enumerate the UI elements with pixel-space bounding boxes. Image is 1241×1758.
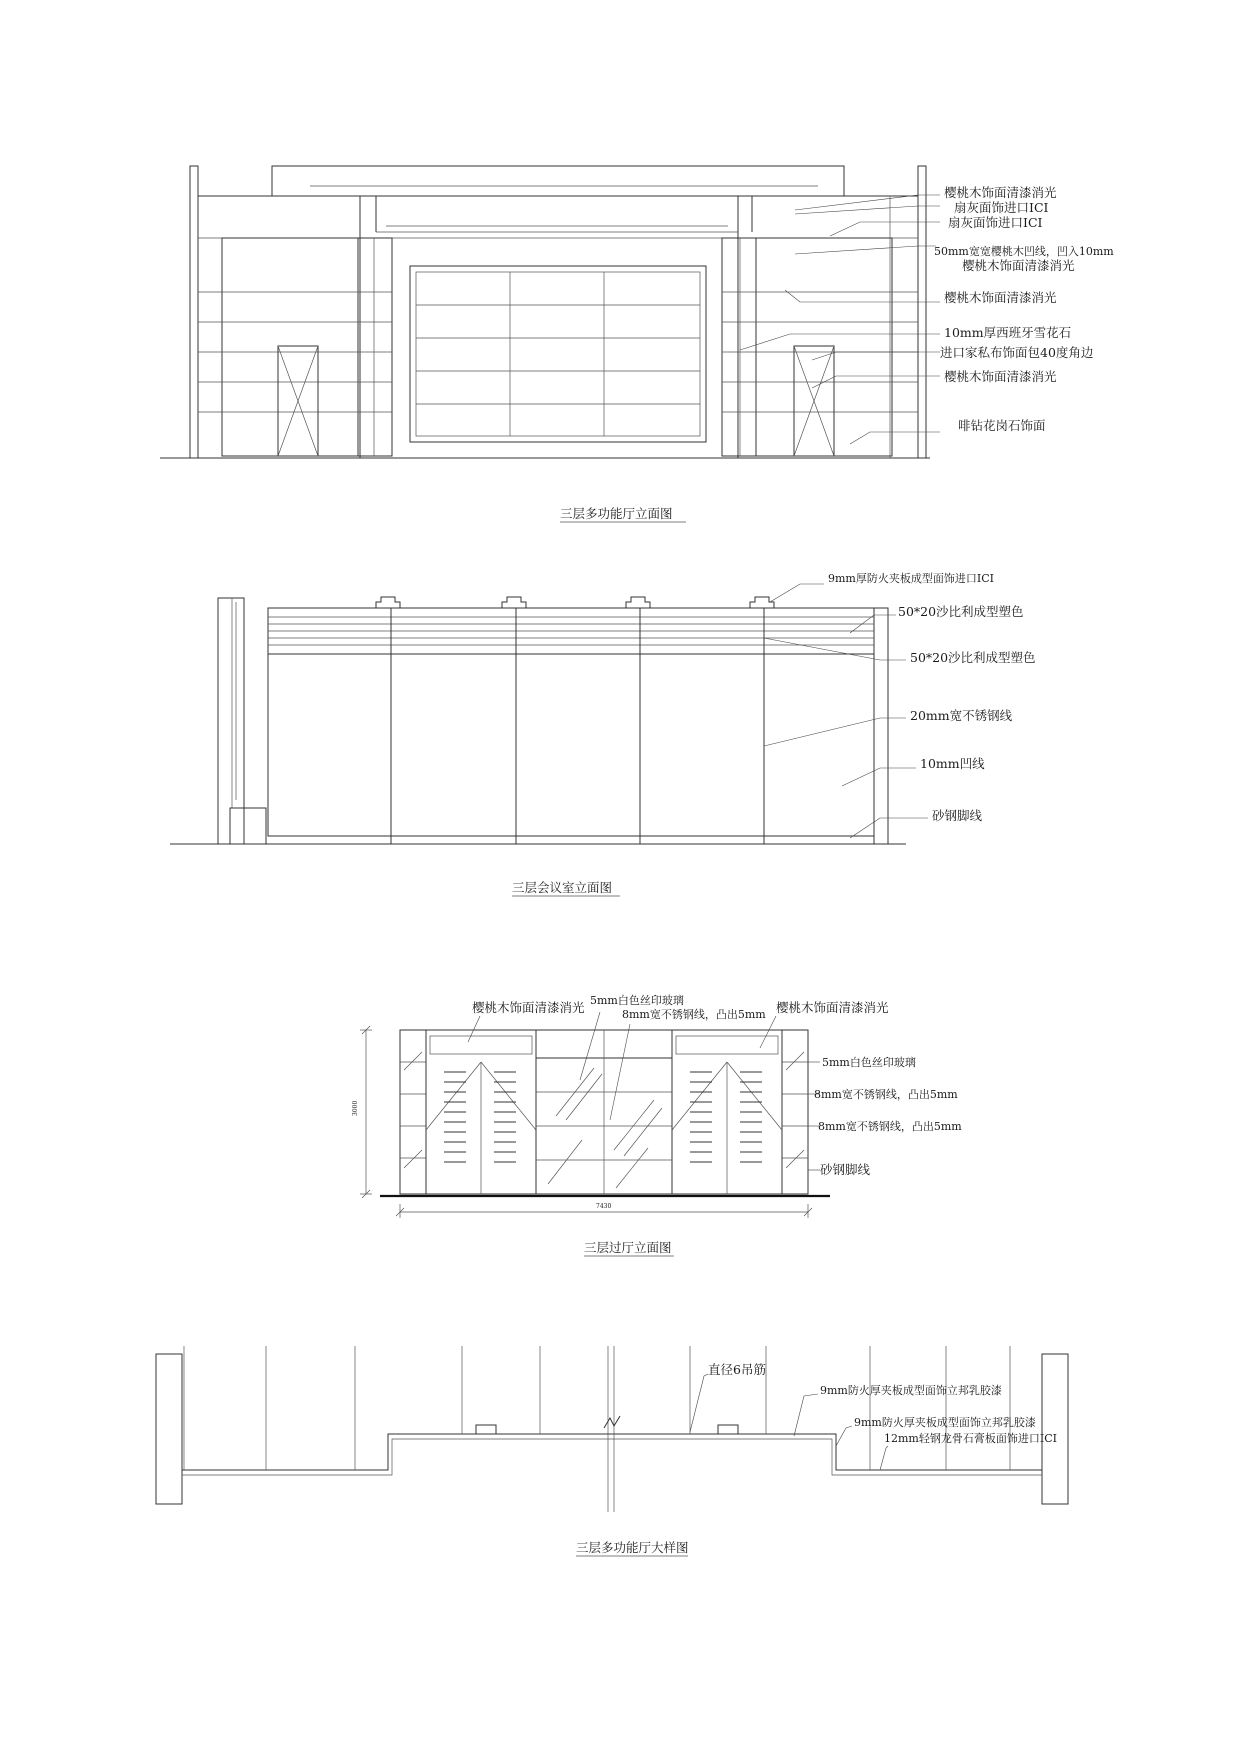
annotation: 樱桃木饰面清漆消光 bbox=[944, 290, 1057, 305]
hall-passage-elevation bbox=[352, 993, 962, 1256]
annotation: 樱桃木饰面清漆消光 bbox=[472, 1000, 585, 1015]
annotation: 啡钻花岗石饰面 bbox=[958, 418, 1046, 433]
annotation: 8mm宽不锈钢线，凸出5mm bbox=[814, 1088, 958, 1101]
annotation: 5mm白色丝印玻璃 bbox=[822, 1056, 916, 1069]
multi-function-hall-elevation bbox=[160, 166, 1114, 522]
meeting-room-elevation bbox=[170, 571, 1036, 896]
annotation: 5mm白色丝印玻璃 bbox=[590, 994, 684, 1007]
annotation: 砂钢脚线 bbox=[932, 808, 983, 823]
annotation: 樱桃木饰面清漆消光 bbox=[944, 185, 1057, 200]
annotation: 50*20沙比利成型塑色 bbox=[898, 604, 1024, 619]
annotation: 10mm凹线 bbox=[920, 756, 985, 771]
annotation: 进口家私布饰面包40度角边 bbox=[940, 345, 1094, 360]
annotation: 9mm厚防火夹板成型面饰进口ICI bbox=[828, 572, 994, 585]
dimension-height: 3000 bbox=[352, 1100, 359, 1116]
multi-function-hall-detail-annotations bbox=[708, 1362, 1057, 1445]
annotation: 樱桃木饰面清漆消光 bbox=[962, 258, 1075, 273]
annotation: 50*20沙比利成型塑色 bbox=[910, 650, 1036, 665]
annotation: 20mm宽不锈钢线 bbox=[910, 708, 1013, 723]
annotation: 9mm防火厚夹板成型面饰立邦乳胶漆 bbox=[854, 1416, 1036, 1429]
annotation: 50mm宽宽樱桃木凹线，凹入10mm bbox=[934, 245, 1114, 258]
annotation: 樱桃木饰面清漆消光 bbox=[944, 369, 1057, 384]
annotation: 10mm厚西班牙雪花石 bbox=[944, 325, 1072, 340]
annotation: 扇灰面饰进口ICI bbox=[948, 215, 1043, 230]
annotation: 8mm宽不锈钢线，凸出5mm bbox=[818, 1120, 962, 1133]
multi-function-hall-annotations bbox=[934, 185, 1114, 433]
drawing-title: 三层过厅立面图 bbox=[584, 1240, 672, 1255]
annotation: 12mm轻钢龙骨石膏板面饰进口ICI bbox=[884, 1432, 1057, 1445]
annotation: 直径6吊筋 bbox=[708, 1362, 766, 1377]
drawing-title: 三层多功能厅大样图 bbox=[576, 1540, 689, 1555]
multi-function-hall-detail bbox=[156, 1346, 1068, 1556]
dimension-width: 7430 bbox=[596, 1203, 612, 1210]
annotation: 9mm防火厚夹板成型面饰立邦乳胶漆 bbox=[820, 1384, 1002, 1397]
meeting-room-annotations bbox=[828, 571, 1036, 823]
annotation: 砂钢脚线 bbox=[820, 1162, 871, 1177]
annotation: 8mm宽不锈钢线，凸出5mm bbox=[622, 1008, 766, 1021]
hall-passage-annotations bbox=[472, 993, 962, 1177]
drawing-title: 三层多功能厅立面图 bbox=[560, 506, 673, 521]
drawing-title: 三层会议室立面图 bbox=[512, 880, 613, 895]
annotation: 樱桃木饰面清漆消光 bbox=[776, 1000, 889, 1015]
annotation: 扇灰面饰进口ICI bbox=[954, 200, 1049, 215]
